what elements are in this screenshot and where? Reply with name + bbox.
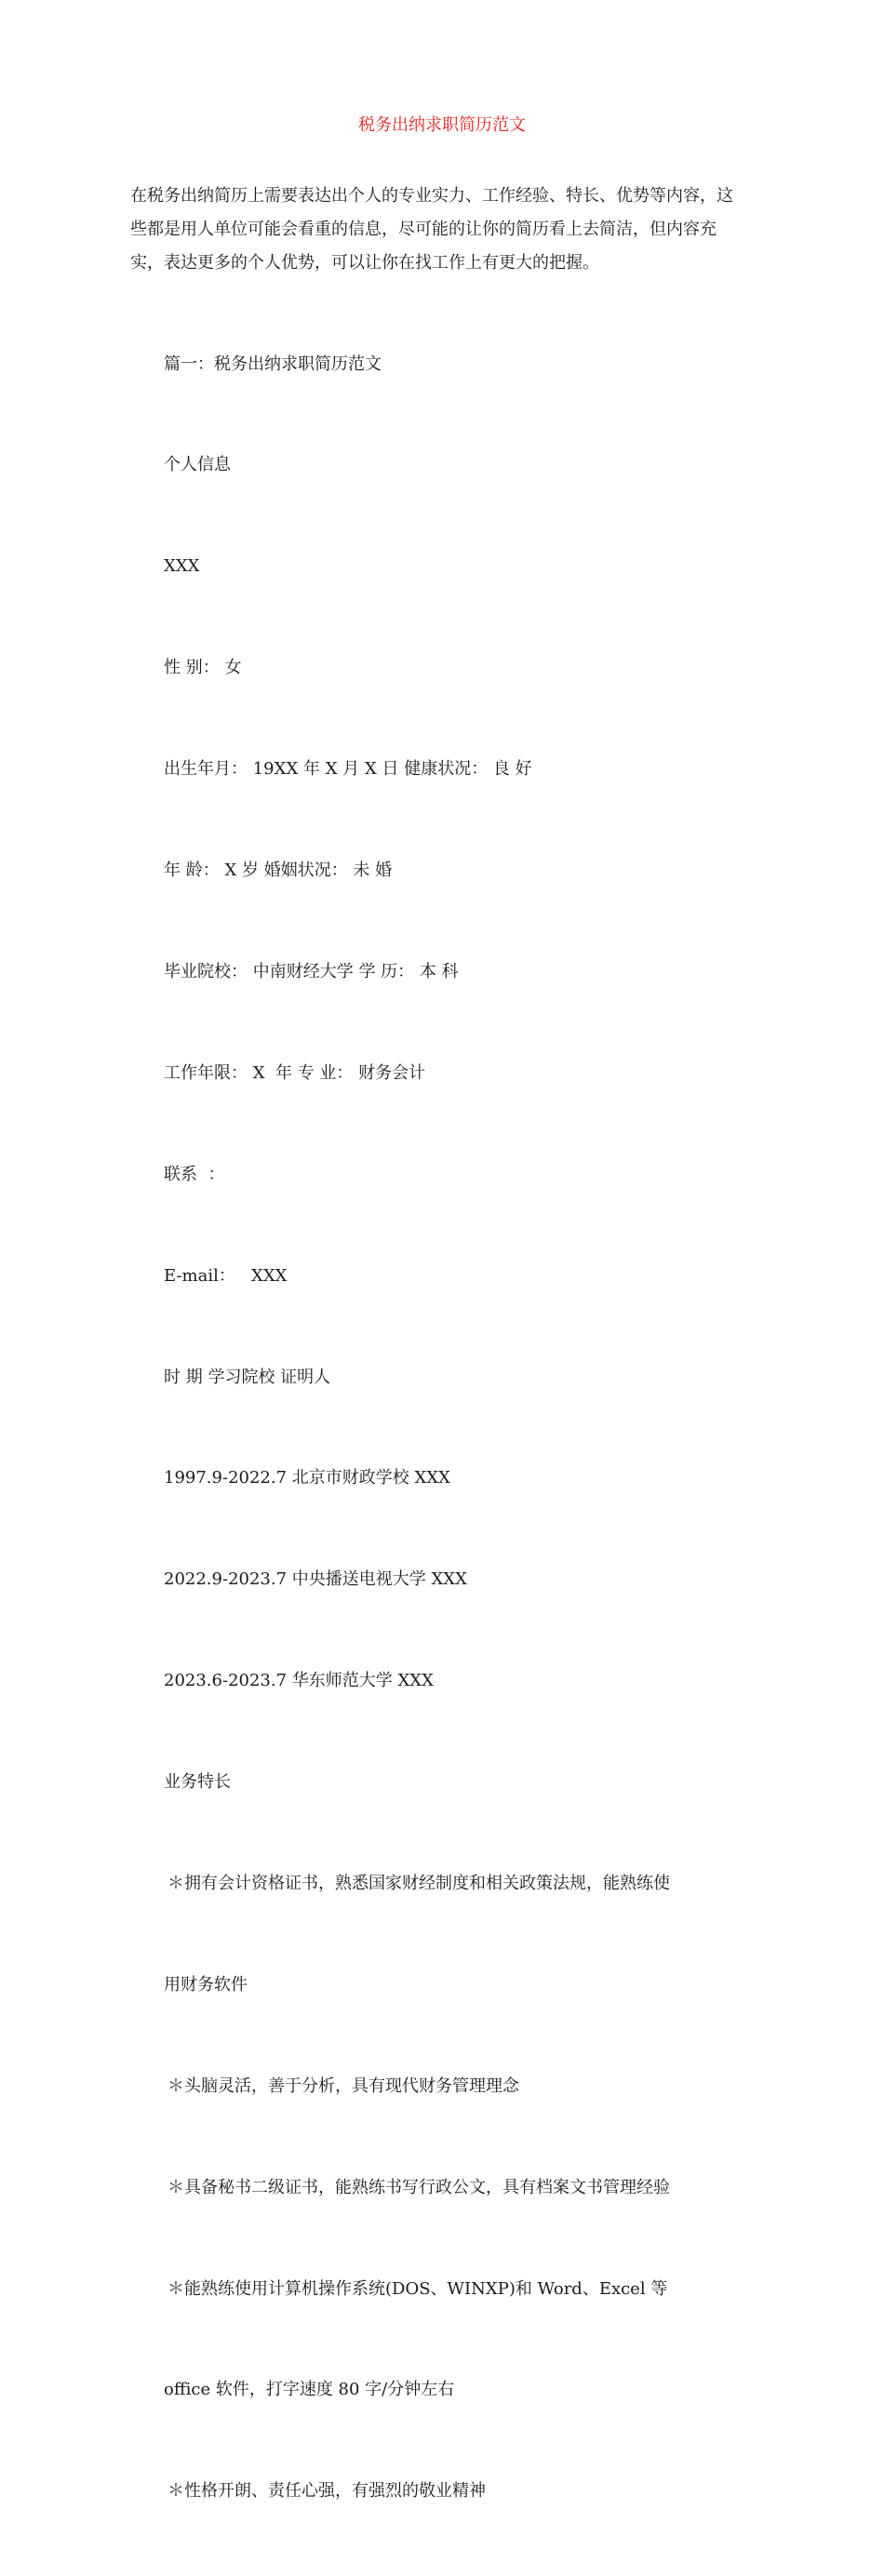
page-title: 税务出纳求职简历范文 xyxy=(358,115,526,135)
skill-line: office 软件，打字速度 80 字/分钟左右 xyxy=(164,2380,455,2400)
work-major-line: 工作年限： X 年 专 业： 财务会计 xyxy=(164,1062,426,1083)
name-value: XXX xyxy=(164,556,200,577)
section-title: 篇一：税务出纳求职简历范文 xyxy=(164,354,382,374)
intro-line: 在税务出纳简历上需要表达出个人的专业实力、工作经验、特长、优势等内容，这 xyxy=(130,186,733,206)
education-header: 时 期 学习院校 证明人 xyxy=(164,1367,331,1387)
education-row: 2023.6-2023.7 华东师范大学 XXX xyxy=(164,1671,434,1691)
intro-line: 实，表达更多的个人优势，可以让你在找工作上有更大的把握。 xyxy=(130,253,599,273)
education-row: 1997.9-2022.7 北京市财政学校 XXX xyxy=(164,1468,450,1488)
skill-line: 用财务软件 xyxy=(164,1974,248,1995)
gender-line: 性 别： 女 xyxy=(164,658,242,678)
intro-line: 些都是用人单位可能会看重的信息，尽可能的让你的简历看上去简洁，但内容充 xyxy=(130,220,717,239)
skill-line: ＊拥有会计资格证书，熟悉国家财经制度和相关政策法规，能熟练使 xyxy=(167,1873,670,1893)
contact-line: 联系 ： xyxy=(164,1164,225,1184)
school-degree-line: 毕业院校： 中南财经大学 学 历： 本 科 xyxy=(164,961,459,981)
skills-heading: 业务特长 xyxy=(164,1772,231,1793)
birth-health-line: 出生年月： 19XX 年 X 月 X 日 健康状况： 良 好 xyxy=(164,759,532,780)
age-marital-line: 年 龄： X 岁 婚姻状况： 未 婚 xyxy=(164,861,393,881)
education-row: 2022.9-2023.7 中央播送电视大学 XXX xyxy=(164,1569,467,1590)
email-line: E-mail： XXX xyxy=(164,1265,288,1286)
intro-paragraph xyxy=(130,180,772,280)
resume-body xyxy=(164,280,778,2576)
skill-line: ＊具备秘书二级证书，能熟练书写行政公文，具有档案文书管理经验 xyxy=(167,2177,670,2197)
personal-info-heading: 个人信息 xyxy=(164,455,231,475)
skill-line: ＊头脑灵活，善于分析，具有现代财务管理理念 xyxy=(167,2075,519,2096)
skill-line: ＊性格开朗、责任心强，有强烈的敬业精神 xyxy=(167,2481,486,2502)
skill-line: ＊能熟练使用计算机操作系统(DOS、WINXP)和 Word、Excel 等 xyxy=(167,2278,668,2299)
